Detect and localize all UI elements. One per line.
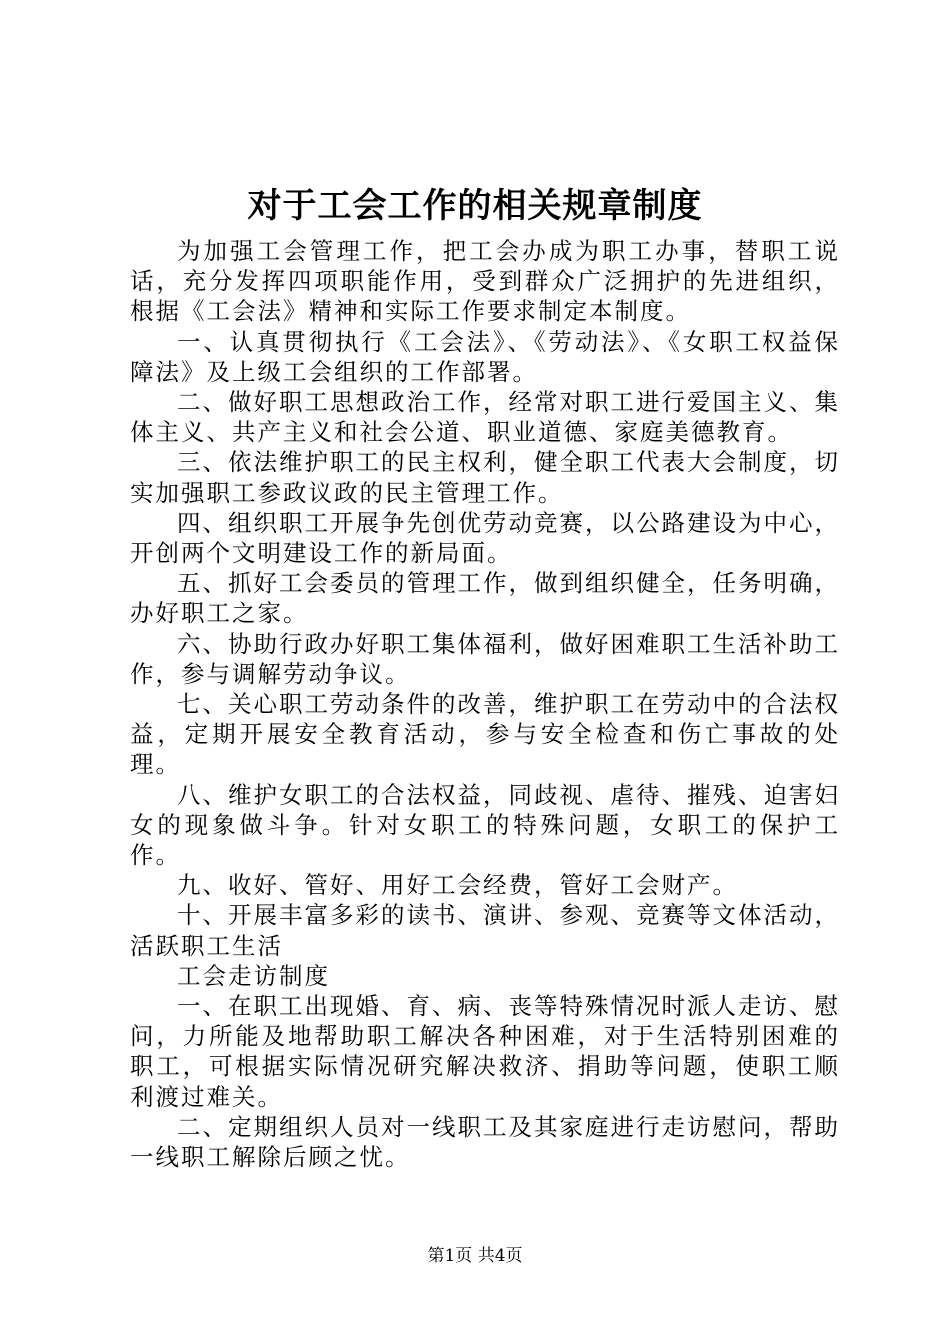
- rule-item-7: 七、关心职工劳动条件的改善，维护职工在劳动中的合法权益，定期开展安全教育活动，参与安全检查和伤亡事故的处理。: [130, 690, 840, 779]
- rule-item-8: 八、维护女职工的合法权益，同歧视、虐待、摧残、迫害妇女的现象做斗争。针对女职工的特殊问题，女职工的保护工作。: [130, 780, 840, 870]
- visit-rule-1: 一、在职工出现婚、育、病、丧等特殊情况时派人走访、慰问，力所能及地帮助职工解决各种困难，对于生活特别困难的职工，可根据实际情况研究解决救济、捐助等问题，使职工顺利渡过难关。: [130, 992, 840, 1111]
- page-number-footer: 第1页 共4页: [427, 1246, 523, 1266]
- visit-rule-2: 二、定期组织人员对一线职工及其家庭进行走访慰问，帮助一线职工解除后顾之忧。: [130, 1112, 840, 1172]
- document-body: [130, 236, 840, 1172]
- rule-item-5: 五、抓好工会委员的管理工作，做到组织健全，任务明确，办好职工之家。: [130, 569, 840, 628]
- rule-item-1: 一、认真贯彻执行《工会法》、《劳动法》、《女职工权益保障法》及上级工会组织的工作部署。: [130, 327, 840, 386]
- rule-item-9: 九、收好、管好、用好工会经费，管好工会财产。: [177, 871, 738, 900]
- rule-item-10: 十、开展丰富多彩的读书、演讲、参观、竞赛等文体活动，活跃职工生活: [130, 901, 840, 960]
- rule-item-2: 二、做好职工思想政治工作，经常对职工进行爱国主义、集体主义、共产主义和社会公道、职业道德、家庭美德教育。: [130, 388, 840, 447]
- intro-paragraph: 为加强工会管理工作，把工会办成为职工办事，替职工说话，充分发挥四项职能作用，受到群众广泛拥护的先进组织，根据《工会法》精神和实际工作要求制定本制度。: [130, 237, 840, 326]
- section-heading: 工会走访制度: [177, 961, 330, 990]
- rule-item-6: 六、协助行政办好职工集体福利，做好困难职工生活补助工作，参与调解劳动争议。: [130, 629, 840, 688]
- rule-item-4: 四、组织职工开展争先创优劳动竞赛，以公路建设为中心，开创两个文明建设工作的新局面。: [130, 508, 840, 568]
- document-title: 对于工会工作的相关规章制度: [247, 186, 703, 226]
- rule-item-3: 三、依法维护职工的民主权利，健全职工代表大会制度，切实加强职工参政议政的民主管理工作。: [130, 448, 840, 507]
